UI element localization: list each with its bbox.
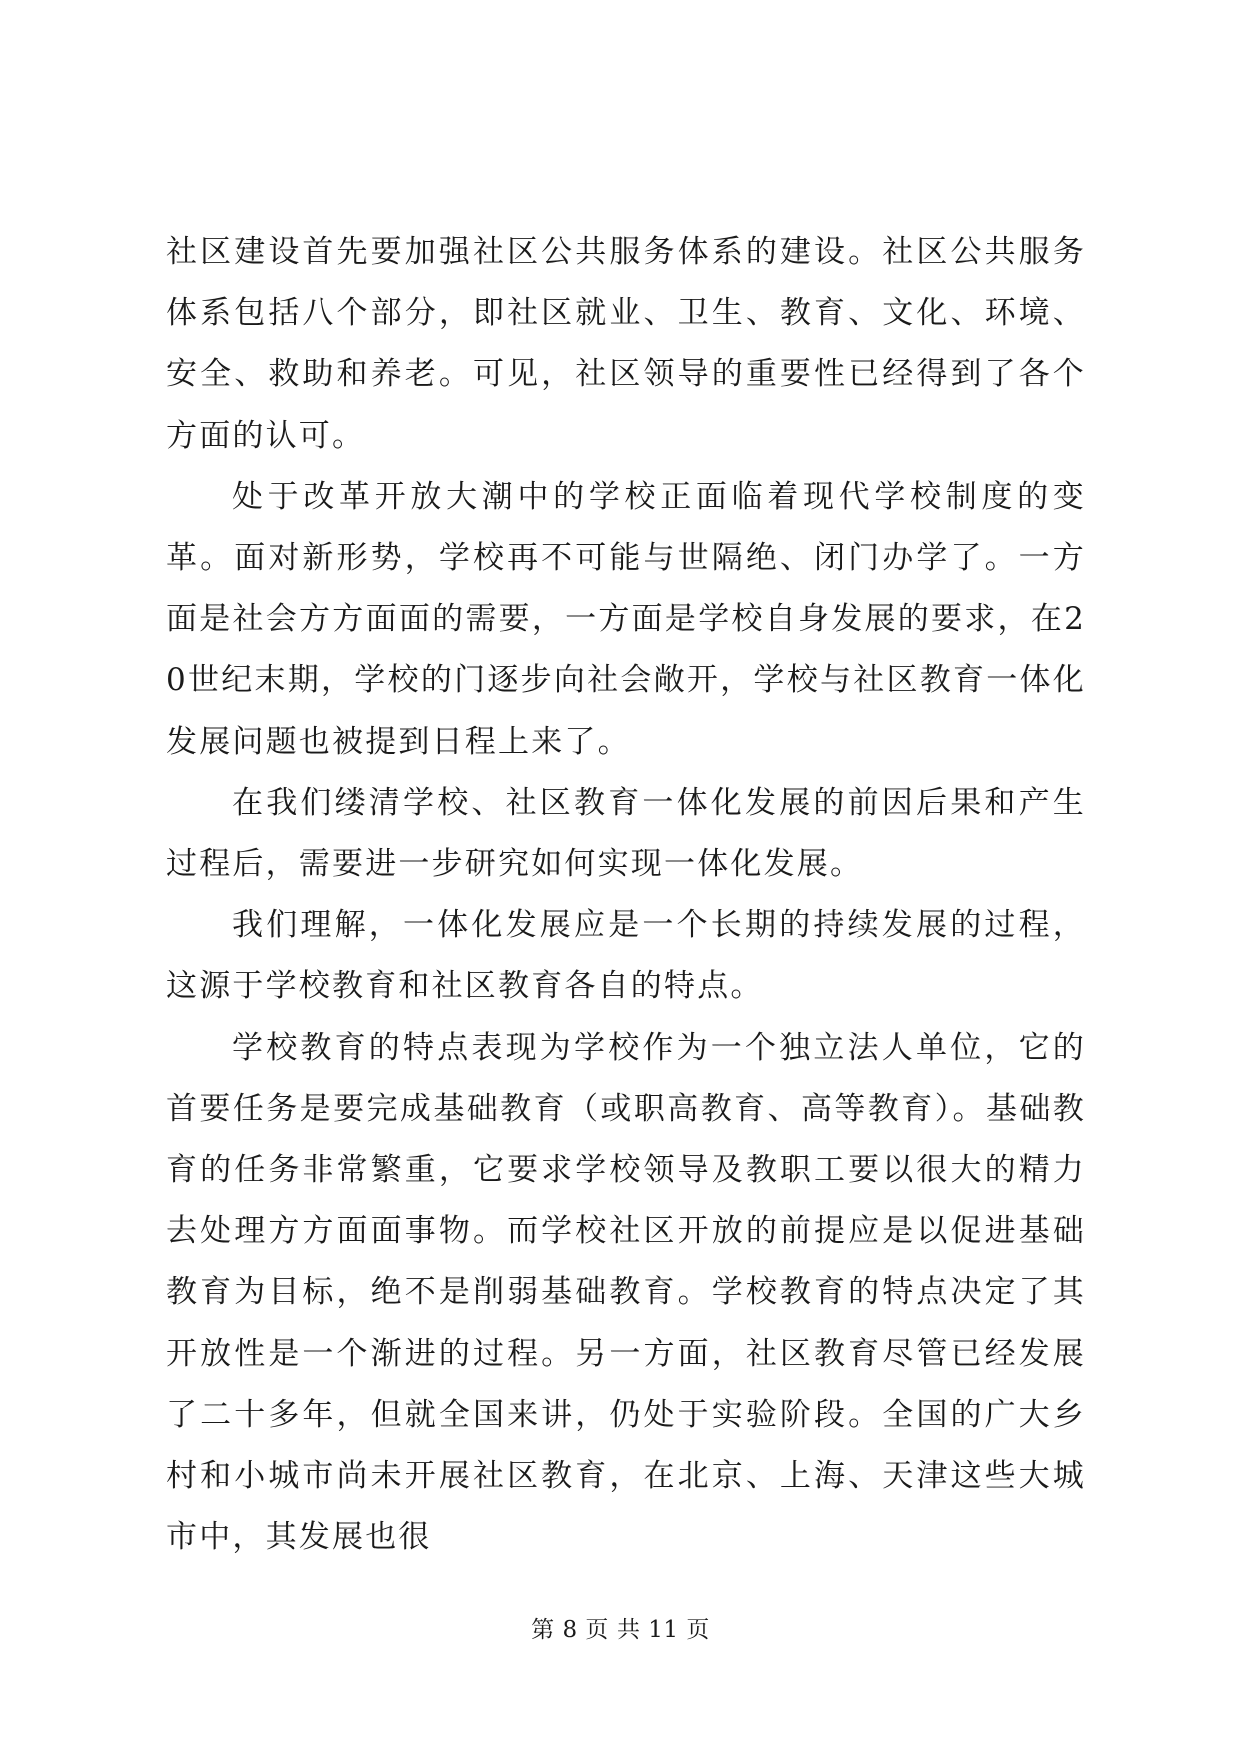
paragraph-4: 我们理解，一体化发展应是一个长期的持续发展的过程，这源于学校教育和社区教育各自的特点。 [166,907,1086,1005]
paragraph-5: 学校教育的特点表现为学校作为一个独立法人单位，它的首要任务是要完成基础教育（或职高教育、高等教育）。基础教育的任务非常繁重，它要求学校领导及教职工要以很大的精力去处理方方面面事物。而学校社区开放的前提应是以促进基础教育为目标，绝不是削弱基础教育。学校教育的特点决定了其开放性是一个渐进的过程。另一方面，社区教育尽管已经发展了二十多年，但就全国来讲，仍处于实验阶段。全国的广大乡村和小城市尚未开展社区教育，在北京、上海、天津这些大城市中，其发展也很 [166,1029,1086,1556]
page-footer [0,1615,1241,1645]
document-body [166,222,1086,1568]
paragraph-2: 处于改革开放大潮中的学校正面临着现代学校制度的变革。面对新形势，学校再不可能与世隔绝、闭门办学了。一方面是社会方方面面的需要，一方面是学校自身发展的要求，在20世纪末期，学校的门逐步向社会敞开，学校与社区教育一体化发展问题也被提到日程上来了。 [166,478,1086,760]
paragraph-1: 社区建设首先要加强社区公共服务体系的建设。社区公共服务体系包括八个部分，即社区就业、卫生、教育、文化、环境、安全、救助和养老。可见，社区领导的重要性已经得到了各个方面的认可。 [166,234,1086,454]
page-number: 第 8 页 [531,1617,609,1643]
paragraph-3: 在我们缕清学校、社区教育一体化发展的前因后果和产生过程后，需要进一步研究如何实现一体化发展。 [166,784,1086,883]
page-total: 共 11 页 [616,1617,710,1643]
